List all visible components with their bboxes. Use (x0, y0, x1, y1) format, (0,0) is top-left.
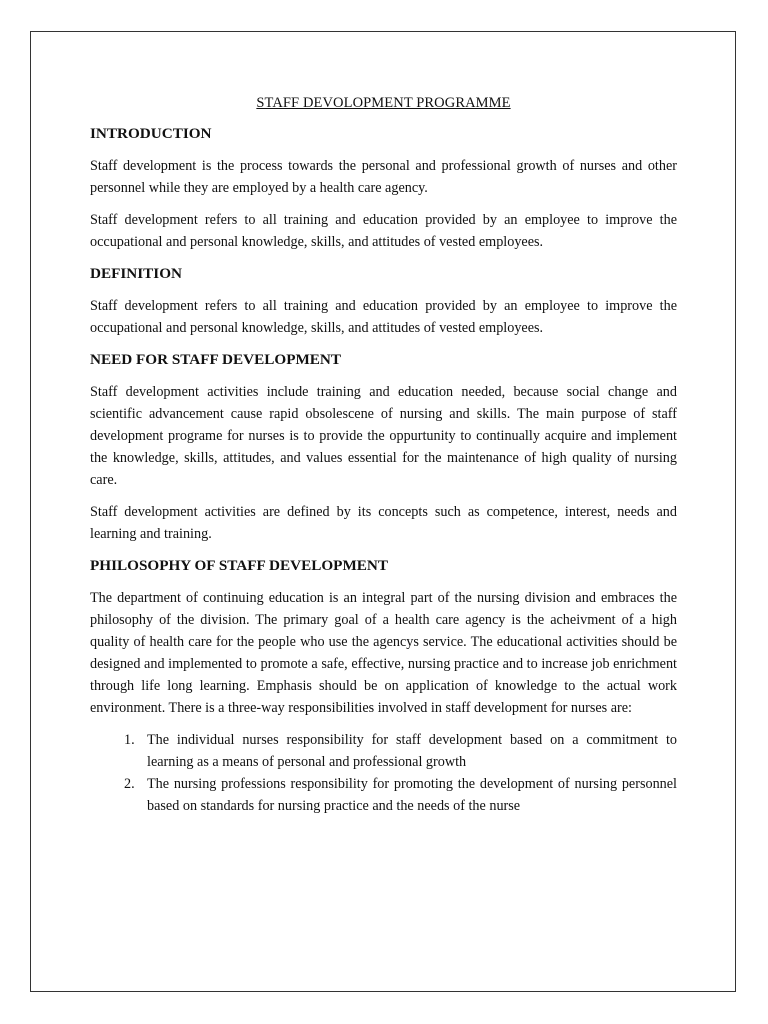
section-need (90, 349, 677, 545)
section-definition (90, 263, 677, 339)
list-item-text: The individual nurses responsibility for staff development based on a commitment to learning as a means of personal and professional growth (147, 732, 677, 770)
document-title: STAFF DEVOLOPMENT PROGRAMME (256, 95, 511, 111)
section-heading: INTRODUCTION (90, 125, 212, 142)
list-item (90, 729, 677, 773)
section-heading: NEED FOR STAFF DEVELOPMENT (90, 351, 342, 368)
responsibility-list (90, 729, 677, 817)
paragraph: Staff development is the process towards the personal and professional growth of nurses and other personnel while they are employed by a health care agency. (90, 158, 677, 196)
list-item-number: 1. (124, 732, 135, 748)
paragraph: Staff development activities are defined by its concepts such as competence, interest, needs and learning and training. (90, 504, 677, 542)
section-heading: PHILOSOPHY OF STAFF DEVELOPMENT (90, 557, 389, 574)
list-item-text: The nursing professions responsibility for promoting the development of nursing personnel based on standards for nursing practice and the needs of the nurse (147, 776, 677, 814)
list-item-number: 2. (124, 776, 135, 792)
paragraph: Staff development refers to all training and education provided by an employee to improve the occupational and personal knowledge, skills, and attitudes of vested employees. (90, 212, 677, 250)
document-body (90, 92, 677, 817)
section-introduction (90, 123, 677, 253)
list-item (90, 773, 677, 817)
section-philosophy (90, 555, 677, 817)
paragraph: The department of continuing education is an integral part of the nursing division and embraces the philosophy of the division. The primary goal of a health care agency is the acheivment of a high quality of health care for the people who use the agencys service. The educational activities should be designed and implemented to promote a safe, effective, nursing practice and to increase job enrichment through life long learning. Emphasis should be on application of knowledge to the actual work environment. There is a three-way responsibilities involved in staff development for nurses are: (90, 590, 677, 716)
paragraph: Staff development refers to all training and education provided by an employee to improve the occupational and personal knowledge, skills, and attitudes of vested employees. (90, 298, 677, 336)
paragraph: Staff development activities include training and education needed, because social change and scientific advancement cause rapid obsolescene of nursing and skills. The main purpose of staff development programe for nurses is to provide the oppurtunity to continually acquire and implement the knowledge, skills, attitudes, and values essential for the maintenance of high quality of nursing care. (90, 384, 677, 488)
section-heading: DEFINITION (90, 265, 182, 282)
